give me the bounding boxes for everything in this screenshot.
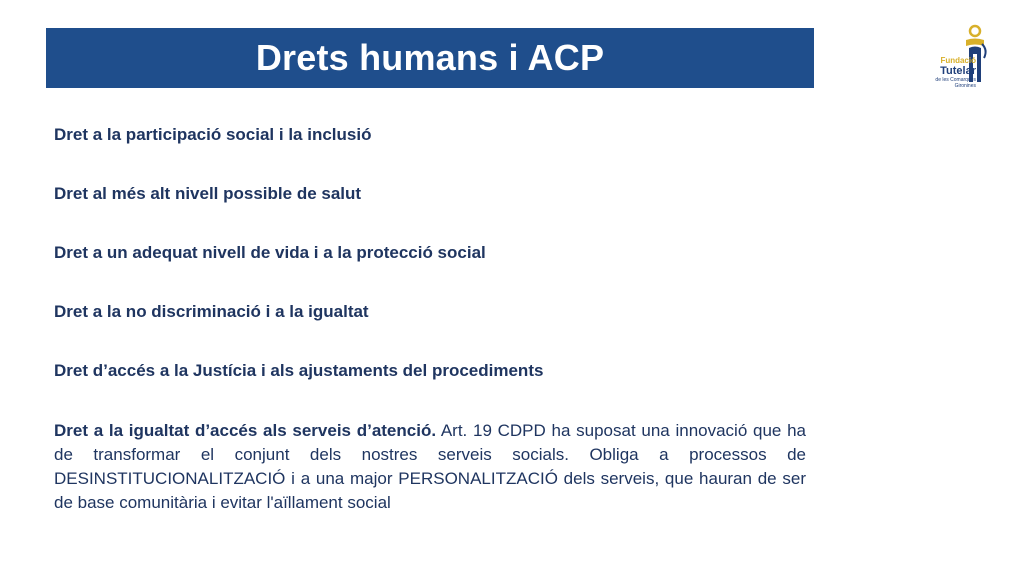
right-equal-access-body: Art. 19 CDPD ha suposat una innovació que ha de transformar el conjunt dels nostres serveis socials. Obliga a processos de DESINSTITUCIONALITZACIÓ i a una major PERSONALITZACIÓ dels serveis, que hauran de ser de base comunitària i evitar l'aïllament social <box>54 421 806 512</box>
right-equal-access-services <box>54 419 806 515</box>
right-health: Dret al més alt nivell possible de salut <box>54 184 362 203</box>
logo-text-gironines: Gironines <box>954 83 976 89</box>
right-non-discrimination: Dret a la no discriminació i a la igualtat <box>54 302 369 321</box>
right-participation: Dret a la participació social i la inclusió <box>54 125 372 144</box>
right-justice-access: Dret d’accés a la Justícia i als ajustaments del procediments <box>54 361 544 380</box>
title-bar <box>46 28 814 88</box>
logo-text-comarques: de les Comarques <box>935 77 976 83</box>
logo-text-tutelar: Tutelar <box>940 65 976 77</box>
logo-text-fundacio: Fundació <box>940 56 976 65</box>
fundacio-tutelar-logo <box>924 24 992 88</box>
rights-list <box>54 124 806 515</box>
right-living-standard: Dret a un adequat nivell de vida i a la protecció social <box>54 243 486 262</box>
slide-title: Drets humans i ACP <box>255 37 605 78</box>
right-equal-access-lead: Dret a la igualtat d’accés als serveis d’atenció. <box>54 421 437 440</box>
